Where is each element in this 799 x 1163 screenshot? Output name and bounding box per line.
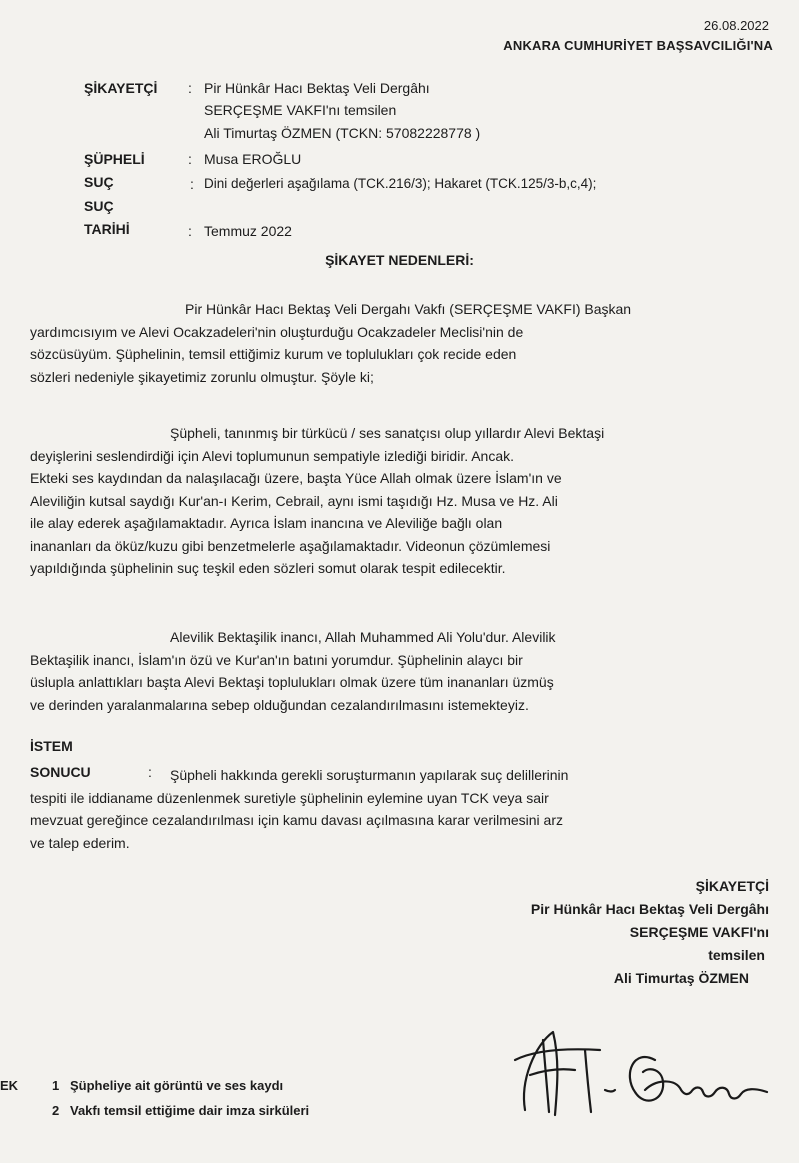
colon: : (148, 764, 152, 780)
request-label-1: İSTEM (30, 738, 73, 754)
signature-line: temsilen (708, 947, 765, 963)
document-date: 26.08.2022 (703, 18, 769, 33)
attachment-number: 1 (52, 1078, 60, 1093)
attachments-label: EK (0, 1078, 19, 1093)
crime-label: SUÇ (84, 174, 114, 190)
suspect-label: ŞÜPHELİ (84, 151, 145, 167)
paragraph-line: yapıldığında şüphelinin suç teşkil eden sözleri somut olarak tespit edilecektir. (30, 560, 506, 576)
paragraph-2 (30, 422, 765, 580)
paragraph-line: inananları da öküz/kuzu gibi benzetmelerle aşağılamaktadır. Videonun çözümlemesi (30, 537, 551, 554)
request-line: Şüpheli hakkında gerekli soruşturmanın yapılarak suç delillerinin (170, 767, 569, 783)
attachment-item-2: Vakfı temsil ettiğime dair imza sirküleri (70, 1103, 310, 1118)
complainant-label: ŞİKAYETÇİ (84, 80, 158, 96)
complainant-line-1: Pir Hünkâr Hacı Bektaş Veli Dergâhı (204, 80, 430, 96)
crime-date-label-1: SUÇ (84, 198, 114, 214)
colon: : (188, 223, 192, 239)
crime-date-label-2: TARİHİ (84, 221, 130, 237)
paragraph-line: Ekteki ses kaydından da nalaşılacağı üzere, başta Yüce Allah olmak üzere İslam'ın ve (30, 470, 562, 486)
recipient-office: ANKARA CUMHURİYET BAŞSAVCILIĞI'NA (503, 38, 773, 53)
paragraph-line: üslupla anlattıkları başta Alevi Bektaşi toplulukları olmak üzere tüm inananları üzmüş (30, 674, 554, 690)
paragraph-1 (30, 298, 765, 388)
paragraph-line: Alevilik Bektaşilik inancı, Allah Muhammed Ali Yolu'dur. Alevilik (170, 629, 556, 645)
paragraph-line: deyişlerini seslendirdiği için Alevi toplumunun sempatiyle izlediği biridir. Ancak. (30, 447, 515, 464)
colon: : (188, 80, 192, 96)
signature-line: Pir Hünkâr Hacı Bektaş Veli Dergâhı (530, 901, 769, 917)
signature-line: SERÇEŞME VAKFI'nı (629, 924, 769, 940)
handwritten-signature (505, 1020, 775, 1130)
request-text (30, 764, 765, 854)
paragraph-line: sözleri nedeniyle şikayetimiz zorunlu olmuştur. Şöyle ki; (30, 368, 374, 385)
request-line: mevzuat gereğince cezalandırılması için kamu davası açılmasına karar verilmesini arz (30, 812, 563, 828)
section-title: ŞİKAYET NEDENLERİ: (325, 252, 474, 268)
paragraph-line: Pir Hünkâr Hacı Bektaş Veli Dergahı Vakfı (SERÇEŞME VAKFI) Başkan (185, 301, 632, 317)
paragraph-line: Bektaşilik inancı, İslam'ın özü ve Kur'an'ın batıni yorumdur. Şüphelinin alaycı bir (30, 651, 523, 668)
paragraph-line: yardımcısıyım ve Alevi Ocakzadeleri'nin oluşturduğu Ocakzadeler Meclisi'nin de (30, 323, 524, 340)
colon: : (188, 151, 192, 167)
request-line: tespiti ile iddianame düzenlenmek suretiyle şüphelinin eylemine uyan TCK veya sair (30, 789, 549, 806)
signature-block (531, 875, 769, 990)
request-line: ve talep ederim. (30, 834, 130, 851)
signature-line: ŞİKAYETÇİ (695, 878, 769, 894)
crime-value: Dini değerleri aşağılama (TCK.216/3); Hakaret (TCK.125/3-b,c,4); (204, 176, 597, 191)
complainant-line-2: SERÇEŞME VAKFI'nı temsilen (204, 102, 397, 118)
request-label-2: SONUCU (30, 764, 91, 780)
paragraph-line: sözcüsüyüm. Şüphelinin, temsil ettiğimiz kurum ve toplulukları çok recide eden (30, 346, 517, 362)
suspect-value: Musa EROĞLU (204, 151, 302, 167)
paragraph-line: ve derinden yaralanmalarına sebep olduğundan cezalandırılmasını istemekteyiz. (30, 696, 529, 713)
signature-line: Ali Timurtaş ÖZMEN (613, 970, 749, 986)
paragraph-3 (30, 626, 765, 716)
colon: : (190, 176, 194, 192)
attachment-number: 2 (52, 1103, 60, 1118)
paragraph-line: Şüpheli, tanınmış bir türkücü / ses sanatçısı olup yıllardır Alevi Bektaşi (170, 425, 605, 441)
paragraph-line: ile alay ederek aşağılamaktadır. Ayrıca İslam inancına ve Aleviliğe bağlı olan (30, 515, 503, 531)
complainant-line-3: Ali Timurtaş ÖZMEN (TCKN: 57082228778 ) (204, 125, 481, 141)
paragraph-line: Aleviliğin kutsal saydığı Kur'an-ı Kerim, Cebrail, aynı ismi taşıdığı Hz. Musa ve Hz. Ali (30, 492, 558, 509)
crime-date-value: Temmuz 2022 (204, 223, 292, 239)
attachment-item-1: Şüpheliye ait görüntü ve ses kaydı (70, 1078, 284, 1093)
